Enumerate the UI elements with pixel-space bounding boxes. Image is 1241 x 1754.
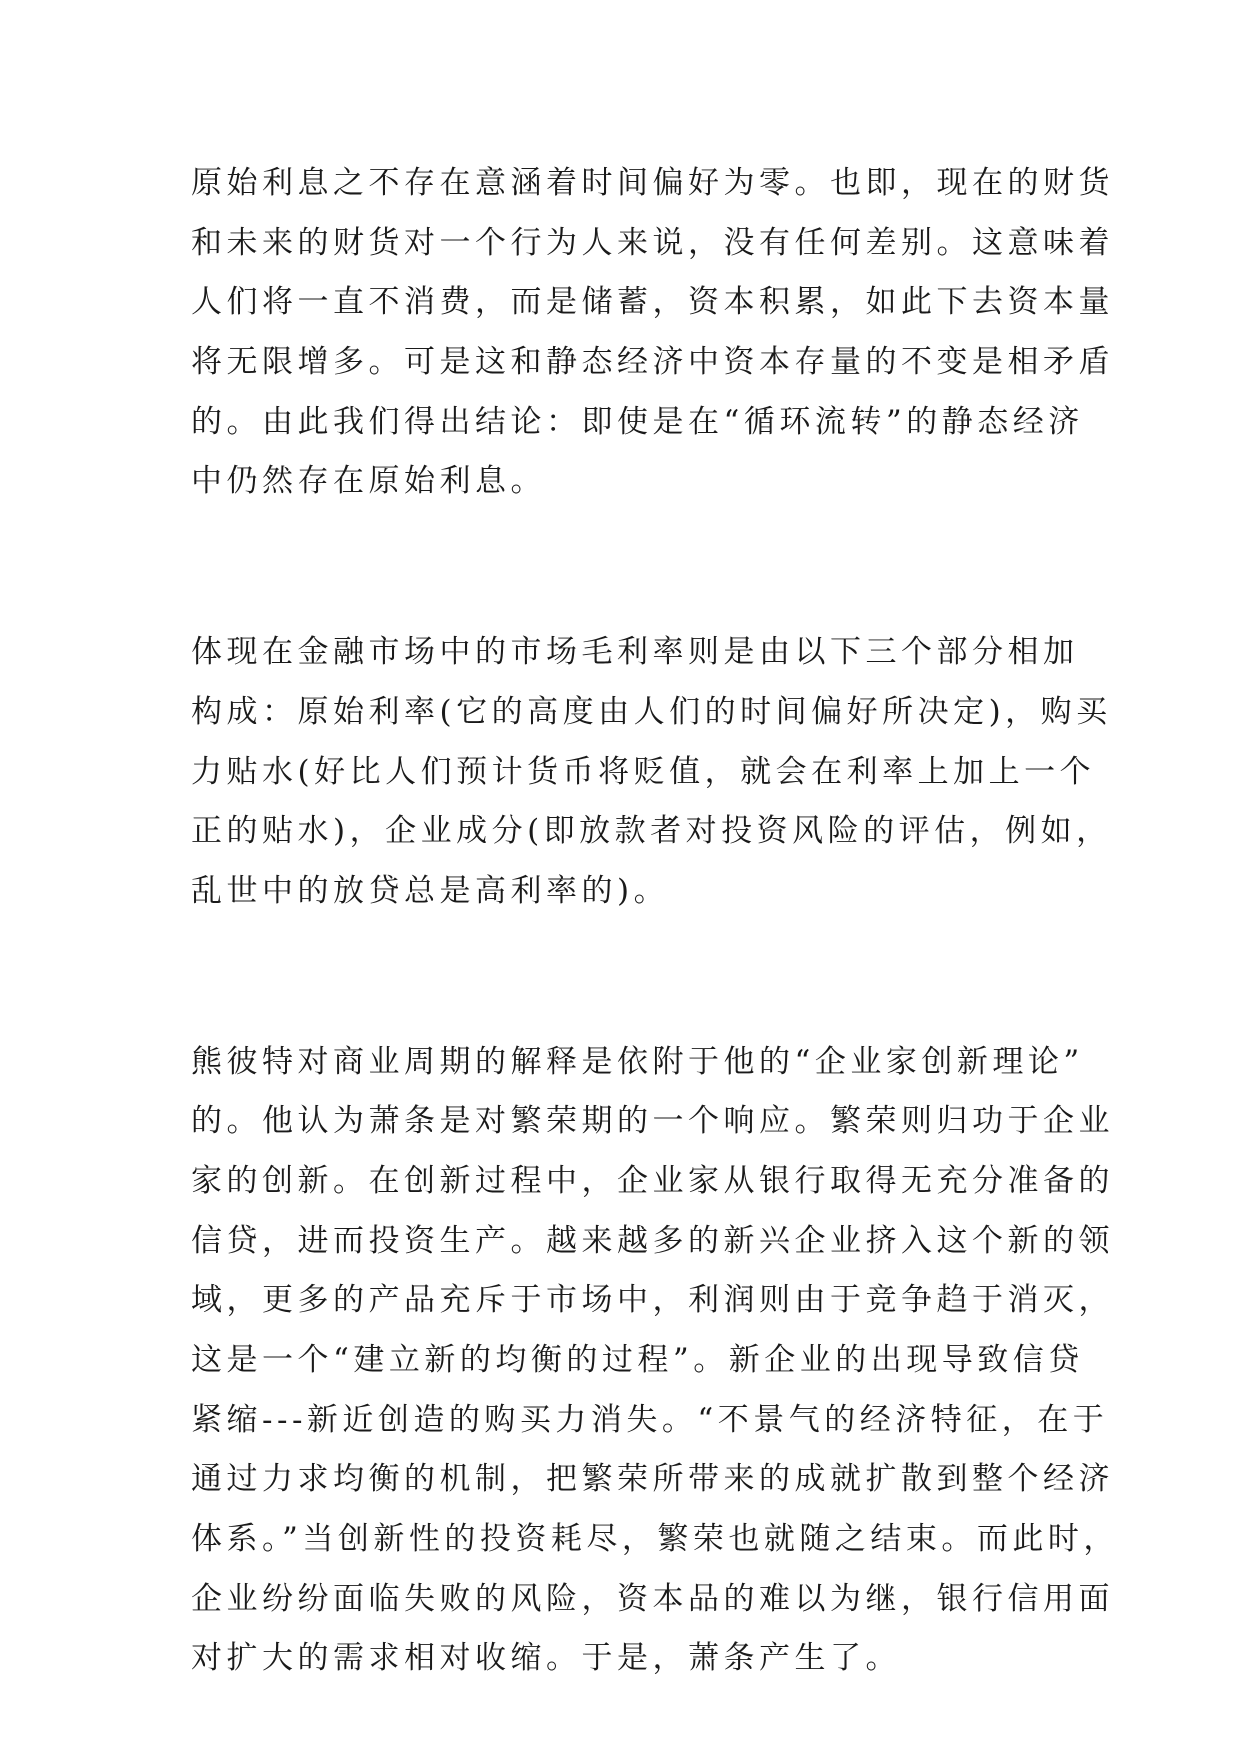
- text-line: 力贴水(好比人们预计货币将贬值，就会在利率上加上一个: [191, 753, 1096, 790]
- text-line: 正的贴水)，企业成分(即放款者对投资风险的评估，例如，: [191, 813, 1112, 850]
- text-line: 原始利息之不存在意涵着时间偏好为零。也即，现在的财货: [191, 165, 1114, 201]
- text-line: 这是一个“建立新的均衡的过程”。新企业的出现导致信贷: [191, 1342, 1084, 1378]
- text-line: 熊彼特对商业周期的解释是依附于他的“企业家创新理论”: [191, 1043, 1084, 1080]
- text-line: 中仍然存在原始利息。: [191, 463, 546, 500]
- text-line: 的。由此我们得出结论：即使是在“循环流转”的静态经济: [191, 403, 1084, 440]
- text-line: 构成：原始利率(它的高度由人们的时间偏好所决定)，购买: [191, 693, 1112, 730]
- text-line: [191, 1689, 1051, 1749]
- paragraph-spacer: [191, 512, 1051, 623]
- text-line: 域，更多的产品充斥于市场中，利润则由于竞争趋于消灭，: [191, 1282, 1114, 1319]
- paragraph-schumpeter-business-cycle: [191, 1033, 1119, 1749]
- text-line: 将无限增多。可是这和静态经济中资本存量的不变是相矛盾: [191, 344, 1114, 381]
- text-line: 体现在金融市场中的市场毛利率则是由以下三个部分相加: [191, 634, 1079, 671]
- text-line: 对扩大的需求相对收缩。于是，萧条产生了。: [191, 1640, 901, 1677]
- text-line: 乱世中的放贷总是高利率的)。: [191, 872, 670, 909]
- text-line: 和未来的财货对一个行为人来说，没有任何差别。这意味着: [191, 224, 1114, 261]
- text-line: 通过力求均衡的机制，把繁荣所带来的成就扩散到整个经济: [191, 1461, 1114, 1498]
- text-line: 体系。”当创新性的投资耗尽，繁荣也就随之结束。而此时，: [191, 1521, 1119, 1558]
- text-line: 人们将一直不消费，而是储蓄，资本积累，如此下去资本量: [191, 284, 1114, 321]
- document-body: [191, 154, 1119, 1749]
- text-line: 家的创新。在创新过程中，企业家从银行取得无充分准备的: [191, 1162, 1114, 1199]
- text-line: 信贷，进而投资生产。越来越多的新兴企业挤入这个新的领: [191, 1222, 1114, 1259]
- paragraph-market-gross-interest: [191, 623, 1112, 921]
- text-line: 紧缩---新近创造的购买力消失。“不景气的经济特征，在于: [191, 1401, 1109, 1438]
- paragraph-spacer: [191, 922, 1051, 1033]
- paragraph-original-interest: [191, 154, 1114, 512]
- text-line: 的。他认为萧条是对繁荣期的一个响应。繁荣则归功于企业: [191, 1103, 1114, 1140]
- text-line: 企业纷纷面临失败的风险，资本品的难以为继，银行信用面: [191, 1580, 1114, 1617]
